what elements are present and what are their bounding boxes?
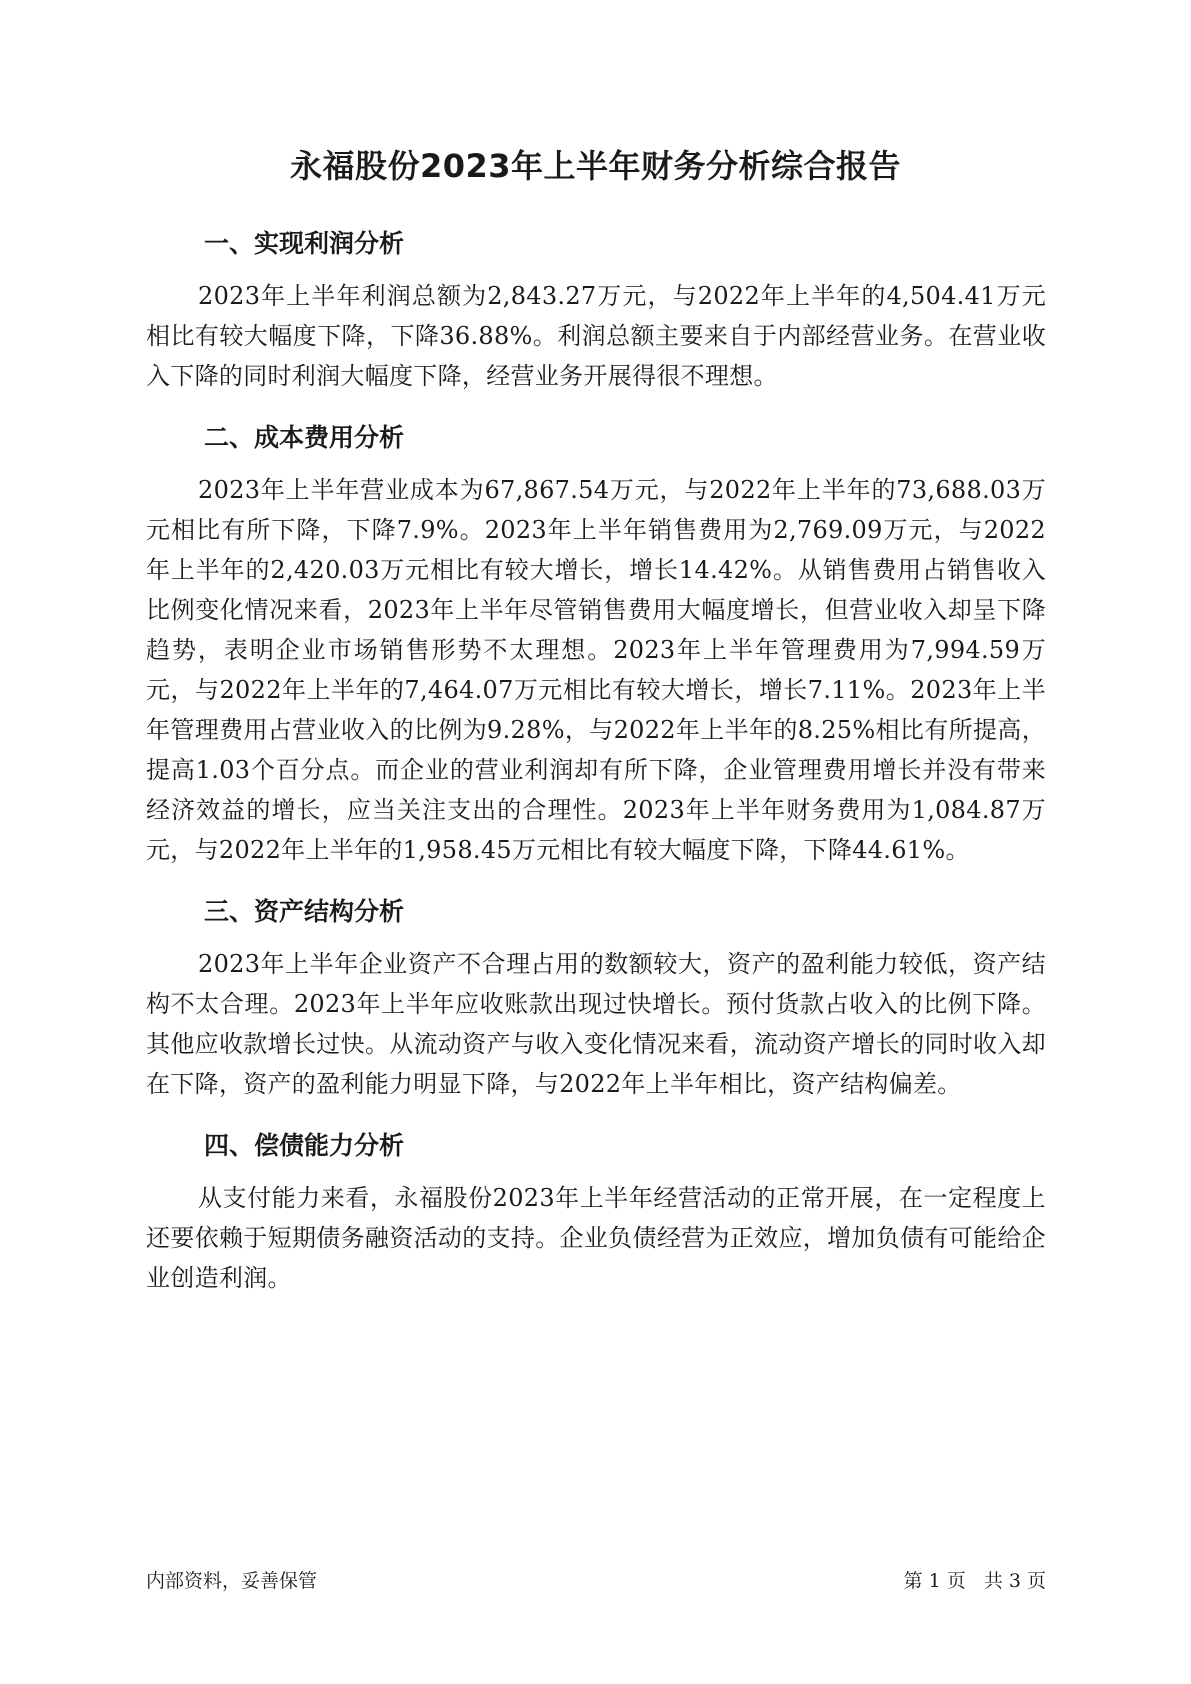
section-solvency-analysis [146, 1126, 1046, 1298]
page-number: 第 1 页 共 3 页 [903, 1570, 1046, 1592]
page-footer [146, 1566, 1046, 1596]
document-title: 永福股份2023年上半年财务分析综合报告 [289, 147, 902, 185]
document-body [146, 224, 1046, 1320]
section-heading: 三、资产结构分析 [204, 897, 405, 926]
section-heading: 四、偿债能力分析 [204, 1131, 405, 1160]
section-profit-analysis [146, 224, 1046, 396]
section-asset-structure-analysis [146, 892, 1046, 1104]
section-heading: 二、成本费用分析 [204, 423, 405, 452]
section-paragraph: 从支付能力来看，永福股份2023年上半年经营活动的正常开展，在一定程度上还要依赖于短期债务融资活动的支持。企业负债经营为正效应，增加负债有可能给企业创造利润。 [146, 1184, 1046, 1292]
section-paragraph: 2023年上半年企业资产不合理占用的数额较大，资产的盈利能力较低，资产结构不太合理。2023年上半年应收账款出现过快增长。预付货款占收入的比例下降。其他应收款增长过快。从流动资产与收入变化情况来看，流动资产增长的同时收入却在下降，资产的盈利能力明显下降，与2022年上半年相比，资产结构偏差。 [146, 950, 1046, 1098]
section-paragraph: 2023年上半年营业成本为67,867.54万元，与2022年上半年的73,688.03万元相比有所下降，下降7.9%。2023年上半年销售费用为2,769.09万元，与2022年上半年的2,420.03万元相比有较大增长，增长14.42%。从销售费用占销售收入比例变化情况来看，2023年上半年尽管销售费用大幅度增长，但营业收入却呈下降趋势，表明企业市场销售形势不太理想。2023年上半年管理费用为7,994.59万元，与2022年上半年的7,464.07万元相比有较大增长，增长7.11%。2023年上半年管理费用占营业收入的比例为9.28%，与2022年上半年的8.25%相比有所提高，提高1.03个百分点。而企业的营业利润却有所下降，企业管理费用增长并没有带来经济效益的增长，应当关注支出的合理性。2023年上半年财务费用为1,084.87万元，与2022年上半年的1,958.45万元相比有较大幅度下降，下降44.61%。 [146, 476, 1046, 864]
section-cost-analysis [146, 418, 1046, 870]
section-paragraph: 2023年上半年利润总额为2,843.27万元，与2022年上半年的4,504.41万元相比有较大幅度下降，下降36.88%。利润总额主要来自于内部经营业务。在营业收入下降的同时利润大幅度下降，经营业务开展得很不理想。 [146, 282, 1046, 390]
section-heading: 一、实现利润分析 [204, 229, 405, 258]
confidentiality-note: 内部资料，妥善保管 [146, 1570, 318, 1592]
